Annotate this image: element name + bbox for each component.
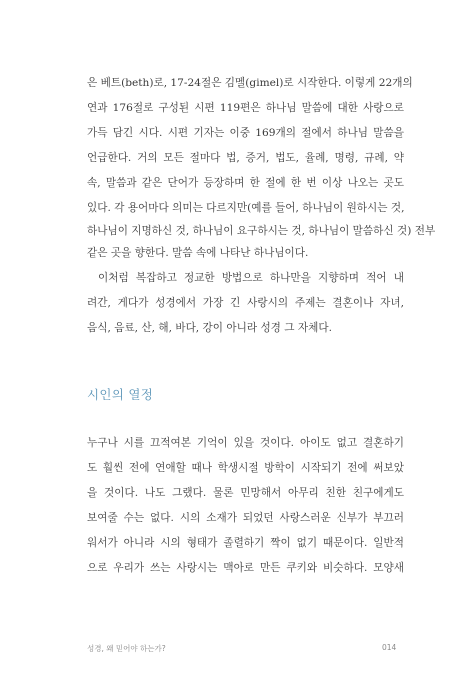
body-line: 워서가 아니라 시의 형태가 졸렬하기 짝이 없기 때문이다. 일반적: [87, 537, 404, 549]
body-line: 도 훨씬 전에 연애할 때나 학생시절 방학이 시작되기 전에 써보았: [87, 462, 404, 474]
page-number: 014: [382, 643, 397, 652]
body-line: 있다. 각 용어마다 의미는 다르지만(예를 들어, 하나님이 원하시는 것,: [87, 202, 405, 214]
body-line: 보여줄 수는 없다. 시의 소재가 되었던 사랑스러운 신부가 부끄러: [87, 512, 404, 524]
body-line: 누구나 시를 끄적여본 기억이 있을 것이다. 아이도 없고 결혼하기: [87, 437, 404, 449]
section-title: 시인의 열정: [87, 387, 154, 402]
body-line: 연과 176절로 구성된 시편 119편은 하나님 말씀에 대한 사랑으로: [87, 102, 404, 114]
body-line: 하나님이 지명하신 것, 하나님이 요구하시는 것, 하나님이 말씀하신 것) 전부: [87, 225, 436, 237]
running-title: 성경, 왜 믿어야 하는가?: [87, 644, 166, 653]
body-line: 같은 곳을 향한다. 말씀 속에 나타난 하나님이다.: [87, 247, 309, 259]
body-line-indent: 이처럼 복잡하고 정교한 방법으로 하나만을 지향하며 적어 내: [98, 272, 404, 284]
body-line: 속, 말씀과 같은 단어가 등장하며 한 절에 한 번 이상 나오는 곳도: [87, 177, 404, 189]
body-line: 으로 우리가 쓰는 사랑시는 맥아로 만든 쿠키와 비슷하다. 모양새: [87, 562, 404, 574]
body-line: 언급한다. 거의 모든 절마다 법, 증거, 법도, 율례, 명령, 규례, 약: [87, 152, 404, 164]
body-line: 을 것이다. 나도 그랬다. 물론 민망해서 아무리 친한 친구에게도: [87, 487, 404, 499]
body-line: 음식, 음료, 산, 해, 바다, 강이 아니라 성경 그 자체다.: [87, 322, 332, 334]
body-line: 려간, 게다가 성경에서 가장 긴 사랑시의 주제는 결혼이나 자녀,: [87, 297, 404, 309]
body-line: 은 베트(beth)로, 17-24절은 김멜(gimel)로 시작한다. 이렇게 22개의: [87, 77, 413, 89]
body-line: 가득 담긴 시다. 시편 기자는 이중 169개의 절에서 하나님 말씀을: [87, 127, 404, 139]
